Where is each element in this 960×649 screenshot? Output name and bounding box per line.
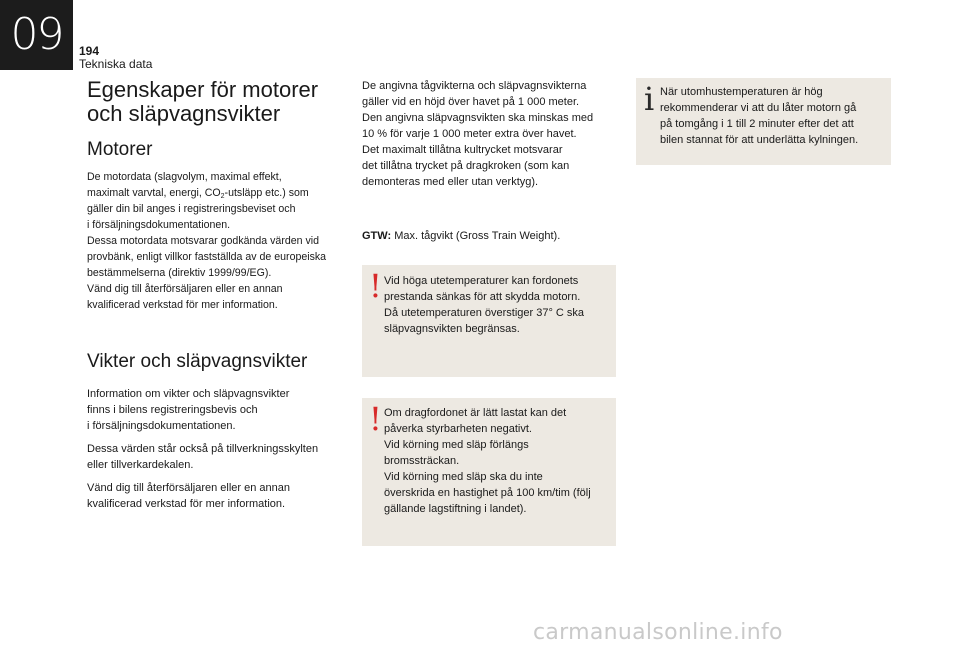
info-box-cooling <box>636 78 891 165</box>
text-line: Vänd dig till återförsäljaren eller en annan <box>87 283 283 295</box>
text-line: gällande lagstiftning i landet). <box>384 503 527 515</box>
text-line: Dessa värden står också på tillverkningsskylten <box>87 443 319 455</box>
text-line: i försäljningsdokumentationen. <box>87 420 236 432</box>
text-line: provbänk, enligt villkor fastställda av de europeiska <box>87 251 327 263</box>
text-line <box>87 185 345 201</box>
text-line: rekommenderar vi att du låter motorn gå <box>660 102 857 114</box>
text-line: 10 % för varje 1 000 meter extra över havet. <box>362 128 577 140</box>
text-line: prestanda sänkas för att skydda motorn. <box>384 291 581 303</box>
page-title <box>87 78 345 126</box>
vikter-heading: Vikter och släpvagnsvikter <box>87 351 308 372</box>
text-line: Vid körning med släp ska du inte <box>384 471 543 483</box>
warning-icon: ! <box>369 400 382 438</box>
vikter-paragraph-1 <box>87 386 345 434</box>
text-line: bestämmelserna (direktiv 1999/99/EG). <box>87 267 272 279</box>
warning-box-towing <box>362 398 616 546</box>
text-line: Om dragfordonet är lätt lastat kan det <box>384 407 567 419</box>
weights-intro-paragraph <box>362 78 616 190</box>
section-name: Tekniska data <box>79 57 153 71</box>
text-line: kvalificerad verkstad för mer information. <box>87 299 278 311</box>
text-line: demonteras med eller utan verktyg). <box>362 176 539 188</box>
text-line: finns i bilens registreringsbevis och <box>87 404 258 416</box>
motorer-paragraph <box>87 169 345 313</box>
column-middle <box>362 78 616 244</box>
text-line: bilen stannat för att underlätta kylningen. <box>660 134 859 146</box>
text-line: överskrida en hastighet på 100 km/tim (följ <box>384 487 591 499</box>
warning-text <box>384 405 591 517</box>
text-line: När utomhustemperaturen är hög <box>660 86 823 98</box>
text-line: Vid höga utetemperaturer kan fordonets <box>384 275 579 287</box>
chapter-tab: 09 <box>0 0 73 70</box>
column-left <box>87 78 345 512</box>
gtw-label: GTW: <box>362 230 392 242</box>
text-line: eller tillverkardekalen. <box>87 459 194 471</box>
text-line: Vänd dig till återförsäljaren eller en annan <box>87 482 291 494</box>
page-number: 194 <box>79 44 100 58</box>
warning-text <box>384 273 584 337</box>
title-line: och släpvagnsvikter <box>87 101 281 126</box>
vikter-paragraph-3 <box>87 480 345 512</box>
text-line: det tillåtna trycket på dragkroken (som kan <box>362 160 570 172</box>
text-line: gäller vid en höjd över havet på 1 000 meter. <box>362 96 580 108</box>
info-text <box>660 84 858 148</box>
text-line: på tomgång i 1 till 2 minuter efter det att <box>660 118 854 130</box>
text-line: kvalificerad verkstad för mer information. <box>87 498 286 510</box>
text-line: Dessa motordata motsvarar godkända värden vid <box>87 235 320 247</box>
text-line: De angivna tågvikterna och släpvagnsvikterna <box>362 80 587 92</box>
co2-subscript: 2 <box>220 193 225 200</box>
info-icon: i <box>644 80 655 118</box>
text-line: Då utetemperaturen överstiger 37° C ska <box>384 307 585 319</box>
text-line: i försäljningsdokumentationen. <box>87 219 231 231</box>
text-line: Det maximalt tillåtna kultrycket motsvarar <box>362 144 563 156</box>
text-line: gäller din bil anges i registreringsbeviset och <box>87 203 296 215</box>
text-line: bromssträckan. <box>384 455 460 467</box>
warning-box-temperature <box>362 265 616 377</box>
vikter-paragraph-2 <box>87 441 345 473</box>
text-line: Vid körning med släp förlängs <box>384 439 529 451</box>
text-line: påverka styrbarheten negativt. <box>384 423 532 435</box>
co2-text: maximalt varvtal, energi, CO <box>87 187 221 199</box>
text-fragment: -utsläpp etc.) som <box>224 187 309 199</box>
warning-icon: ! <box>369 267 382 305</box>
text-line: Den angivna släpvagnsvikten ska minskas med <box>362 112 594 124</box>
text-line: släpvagnsvikten begränsas. <box>384 323 520 335</box>
title-line: Egenskaper för motorer <box>87 77 319 102</box>
gtw-definition <box>362 228 616 244</box>
gtw-text: Max. tågvikt (Gross Train Weight). <box>394 230 561 242</box>
text-line: Information om vikter och släpvagnsvikter <box>87 388 290 400</box>
text-line: De motordata (slagvolym, maximal effekt, <box>87 171 282 183</box>
watermark: carmanualsonline.info <box>533 620 783 645</box>
motorer-heading: Motorer <box>87 139 153 160</box>
